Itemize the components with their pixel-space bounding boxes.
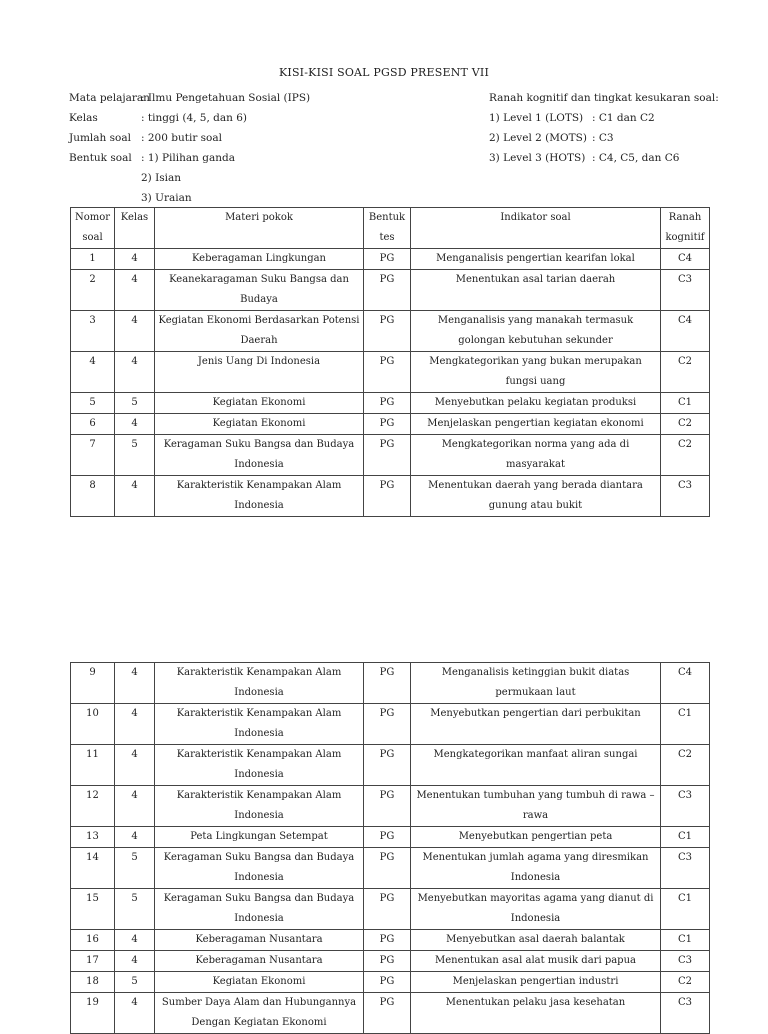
cell-materi: Keberagaman Nusantara xyxy=(155,930,364,951)
cell-ranah: C4 xyxy=(661,249,710,270)
cell-ranah: C1 xyxy=(661,393,710,414)
cell-ranah: C2 xyxy=(661,414,710,435)
table-row xyxy=(71,827,710,848)
cell-kelas: 4 xyxy=(115,476,155,517)
cell-kelas: 4 xyxy=(115,704,155,745)
cell-indikator: Mengkategorikan manfaat aliran sungai xyxy=(411,745,661,786)
cell-bentuk: PG xyxy=(364,745,411,786)
cell-nomor: 14 xyxy=(71,848,115,889)
cell-bentuk: PG xyxy=(364,414,411,435)
cell-bentuk: PG xyxy=(364,663,411,704)
cell-materi: Karakteristik Kenampakan Alam Indonesia xyxy=(155,786,364,827)
info-row xyxy=(69,168,310,188)
cell-indikator: Menyebutkan pengertian dari perbukitan xyxy=(411,704,661,745)
info-heading: Ranah kognitif dan tingkat kesukaran soal: xyxy=(489,92,719,104)
cell-bentuk: PG xyxy=(364,848,411,889)
header-ranah-kognitif: Ranah kognitif xyxy=(661,208,710,249)
cell-ranah: C1 xyxy=(661,827,710,848)
cell-nomor: 18 xyxy=(71,972,115,993)
cell-kelas: 4 xyxy=(115,827,155,848)
cell-bentuk: PG xyxy=(364,249,411,270)
cell-ranah: C2 xyxy=(661,972,710,993)
cell-nomor: 10 xyxy=(71,704,115,745)
cell-bentuk: PG xyxy=(364,972,411,993)
info-label: 2) Level 2 (MOTS) xyxy=(489,132,587,144)
info-label: Bentuk soal xyxy=(69,152,132,164)
table-row xyxy=(71,993,710,1034)
cell-ranah: C3 xyxy=(661,270,710,311)
cell-ranah: C3 xyxy=(661,951,710,972)
cell-ranah: C4 xyxy=(661,663,710,704)
table-row xyxy=(71,270,710,311)
cell-kelas: 4 xyxy=(115,951,155,972)
table-row xyxy=(71,663,710,704)
subject-info xyxy=(69,88,310,208)
cell-materi: Karakteristik Kenampakan Alam Indonesia xyxy=(155,476,364,517)
cell-indikator: Menentukan asal tarian daerah xyxy=(411,270,661,311)
cell-materi: Karakteristik Kenampakan Alam Indonesia xyxy=(155,663,364,704)
info-label: Kelas xyxy=(69,112,98,124)
cell-nomor: 1 xyxy=(71,249,115,270)
cell-materi: Keberagaman Lingkungan xyxy=(155,249,364,270)
table-row xyxy=(71,930,710,951)
cell-materi: Keberagaman Nusantara xyxy=(155,951,364,972)
cell-indikator: Menyebutkan pengertian peta xyxy=(411,827,661,848)
cell-kelas: 5 xyxy=(115,848,155,889)
header-indikator-soal: Indikator soal xyxy=(411,208,661,249)
table-row xyxy=(71,745,710,786)
table-row xyxy=(71,704,710,745)
cell-indikator: Menganalisis pengertian kearifan lokal xyxy=(411,249,661,270)
cell-kelas: 4 xyxy=(115,249,155,270)
info-row xyxy=(489,88,719,108)
cell-materi: Peta Lingkungan Setempat xyxy=(155,827,364,848)
cell-nomor: 15 xyxy=(71,889,115,930)
cell-bentuk: PG xyxy=(364,435,411,476)
cell-bentuk: PG xyxy=(364,393,411,414)
cell-ranah: C2 xyxy=(661,745,710,786)
cell-kelas: 4 xyxy=(115,786,155,827)
cell-bentuk: PG xyxy=(364,889,411,930)
cell-kelas: 4 xyxy=(115,745,155,786)
cell-kelas: 4 xyxy=(115,352,155,393)
table-row xyxy=(71,786,710,827)
cell-nomor: 13 xyxy=(71,827,115,848)
cell-nomor: 16 xyxy=(71,930,115,951)
cell-bentuk: PG xyxy=(364,311,411,352)
table-row xyxy=(71,249,710,270)
info-label: Mata pelajaran xyxy=(69,92,150,104)
table-row xyxy=(71,889,710,930)
info-label: 1) Level 1 (LOTS) xyxy=(489,112,584,124)
cell-ranah: C2 xyxy=(661,352,710,393)
header-kelas: Kelas xyxy=(115,208,155,249)
info-value: : tinggi (4, 5, dan 6) xyxy=(141,112,248,124)
info-value: : C4, C5, dan C6 xyxy=(592,152,680,164)
cell-ranah: C1 xyxy=(661,889,710,930)
table-row xyxy=(71,972,710,993)
cell-indikator: Menentukan tumbuhan yang tumbuh di rawa – rawa xyxy=(411,786,661,827)
cell-nomor: 12 xyxy=(71,786,115,827)
info-value: : Ilmu Pengetahuan Sosial (IPS) xyxy=(141,92,311,104)
cell-nomor: 17 xyxy=(71,951,115,972)
cell-kelas: 5 xyxy=(115,435,155,476)
cell-indikator: Menyebutkan pelaku kegiatan produksi xyxy=(411,393,661,414)
cell-nomor: 2 xyxy=(71,270,115,311)
info-row xyxy=(69,188,310,208)
cell-ranah: C3 xyxy=(661,848,710,889)
table-row xyxy=(71,951,710,972)
cell-kelas: 4 xyxy=(115,930,155,951)
cell-materi: Kegiatan Ekonomi xyxy=(155,414,364,435)
cell-indikator: Menentukan jumlah agama yang diresmikan Indonesia xyxy=(411,848,661,889)
info-value: : 200 butir soal xyxy=(141,132,223,144)
table-row xyxy=(71,476,710,517)
info-value: : C3 xyxy=(592,132,614,144)
cell-materi: Sumber Daya Alam dan Hubungannya Dengan Kegiatan Ekonomi xyxy=(155,993,364,1034)
cell-indikator: Menyebutkan mayoritas agama yang dianut di Indonesia xyxy=(411,889,661,930)
cell-kelas: 5 xyxy=(115,889,155,930)
info-label: Jumlah soal xyxy=(69,132,131,144)
info-value: 3) Uraian xyxy=(141,192,192,204)
cell-nomor: 7 xyxy=(71,435,115,476)
cell-ranah: C3 xyxy=(661,993,710,1034)
header-materi-pokok: Materi pokok xyxy=(155,208,364,249)
table-row xyxy=(71,352,710,393)
cell-kelas: 4 xyxy=(115,311,155,352)
cell-indikator: Menjelaskan pengertian kegiatan ekonomi xyxy=(411,414,661,435)
info-value: : 1) Pilihan ganda xyxy=(141,152,235,164)
cell-indikator: Menganalisis yang manakah termasuk golongan kebutuhan sekunder xyxy=(411,311,661,352)
cell-kelas: 4 xyxy=(115,663,155,704)
document-title: KISI-KISI SOAL PGSD PRESENT VII xyxy=(278,66,489,79)
cell-materi: Keragaman Suku Bangsa dan Budaya Indonesia xyxy=(155,435,364,476)
info-value: : C1 dan C2 xyxy=(592,112,655,124)
cell-materi: Karakteristik Kenampakan Alam Indonesia xyxy=(155,745,364,786)
header-bentuk-tes: Bentuk tes xyxy=(364,208,411,249)
info-row xyxy=(489,148,719,168)
cell-nomor: 3 xyxy=(71,311,115,352)
cell-kelas: 5 xyxy=(115,972,155,993)
cell-bentuk: PG xyxy=(364,704,411,745)
cell-materi: Kegiatan Ekonomi xyxy=(155,972,364,993)
cell-nomor: 11 xyxy=(71,745,115,786)
cell-ranah: C1 xyxy=(661,704,710,745)
cell-indikator: Mengkategorikan yang bukan merupakan fungsi uang xyxy=(411,352,661,393)
table-row xyxy=(71,311,710,352)
table-row xyxy=(71,435,710,476)
cell-nomor: 9 xyxy=(71,663,115,704)
table-row xyxy=(71,848,710,889)
question-grid-table-part2 xyxy=(70,662,710,1034)
cell-materi: Keanekaragaman Suku Bangsa dan Budaya xyxy=(155,270,364,311)
cognitive-level-info xyxy=(489,88,719,168)
info-label: 3) Level 3 (HOTS) xyxy=(489,152,586,164)
cell-kelas: 4 xyxy=(115,270,155,311)
cell-indikator: Mengkategorikan norma yang ada di masyarakat xyxy=(411,435,661,476)
cell-ranah: C4 xyxy=(661,311,710,352)
info-value: 2) Isian xyxy=(141,172,182,184)
cell-indikator: Menyebutkan asal daerah balantak xyxy=(411,930,661,951)
cell-indikator: Menentukan asal alat musik dari papua xyxy=(411,951,661,972)
cell-ranah: C3 xyxy=(661,476,710,517)
cell-ranah: C1 xyxy=(661,930,710,951)
cell-materi: Kegiatan Ekonomi Berdasarkan Potensi Daerah xyxy=(155,311,364,352)
cell-materi: Jenis Uang Di Indonesia xyxy=(155,352,364,393)
cell-kelas: 4 xyxy=(115,993,155,1034)
info-row xyxy=(489,108,719,128)
info-row xyxy=(69,148,310,168)
cell-ranah: C2 xyxy=(661,435,710,476)
info-row xyxy=(69,128,310,148)
info-row xyxy=(69,88,310,108)
cell-indikator: Menjelaskan pengertian industri xyxy=(411,972,661,993)
table-header-row xyxy=(71,208,710,249)
cell-bentuk: PG xyxy=(364,352,411,393)
cell-nomor: 4 xyxy=(71,352,115,393)
cell-nomor: 6 xyxy=(71,414,115,435)
info-row xyxy=(69,108,310,128)
cell-ranah: C3 xyxy=(661,786,710,827)
cell-bentuk: PG xyxy=(364,993,411,1034)
cell-materi: Kegiatan Ekonomi xyxy=(155,393,364,414)
cell-bentuk: PG xyxy=(364,930,411,951)
question-grid-table-part1 xyxy=(70,207,710,517)
cell-bentuk: PG xyxy=(364,951,411,972)
cell-bentuk: PG xyxy=(364,786,411,827)
table-row xyxy=(71,393,710,414)
cell-materi: Keragaman Suku Bangsa dan Budaya Indonesia xyxy=(155,848,364,889)
cell-bentuk: PG xyxy=(364,270,411,311)
table-row xyxy=(71,414,710,435)
cell-nomor: 8 xyxy=(71,476,115,517)
cell-materi: Keragaman Suku Bangsa dan Budaya Indonesia xyxy=(155,889,364,930)
header-nomor-soal: Nomor soal xyxy=(71,208,115,249)
cell-nomor: 19 xyxy=(71,993,115,1034)
cell-indikator: Menentukan daerah yang berada diantara gunung atau bukit xyxy=(411,476,661,517)
cell-kelas: 4 xyxy=(115,414,155,435)
cell-indikator: Menganalisis ketinggian bukit diatas permukaan laut xyxy=(411,663,661,704)
cell-bentuk: PG xyxy=(364,476,411,517)
info-row xyxy=(489,128,719,148)
cell-materi: Karakteristik Kenampakan Alam Indonesia xyxy=(155,704,364,745)
cell-bentuk: PG xyxy=(364,827,411,848)
cell-kelas: 5 xyxy=(115,393,155,414)
cell-nomor: 5 xyxy=(71,393,115,414)
cell-indikator: Menentukan pelaku jasa kesehatan xyxy=(411,993,661,1034)
